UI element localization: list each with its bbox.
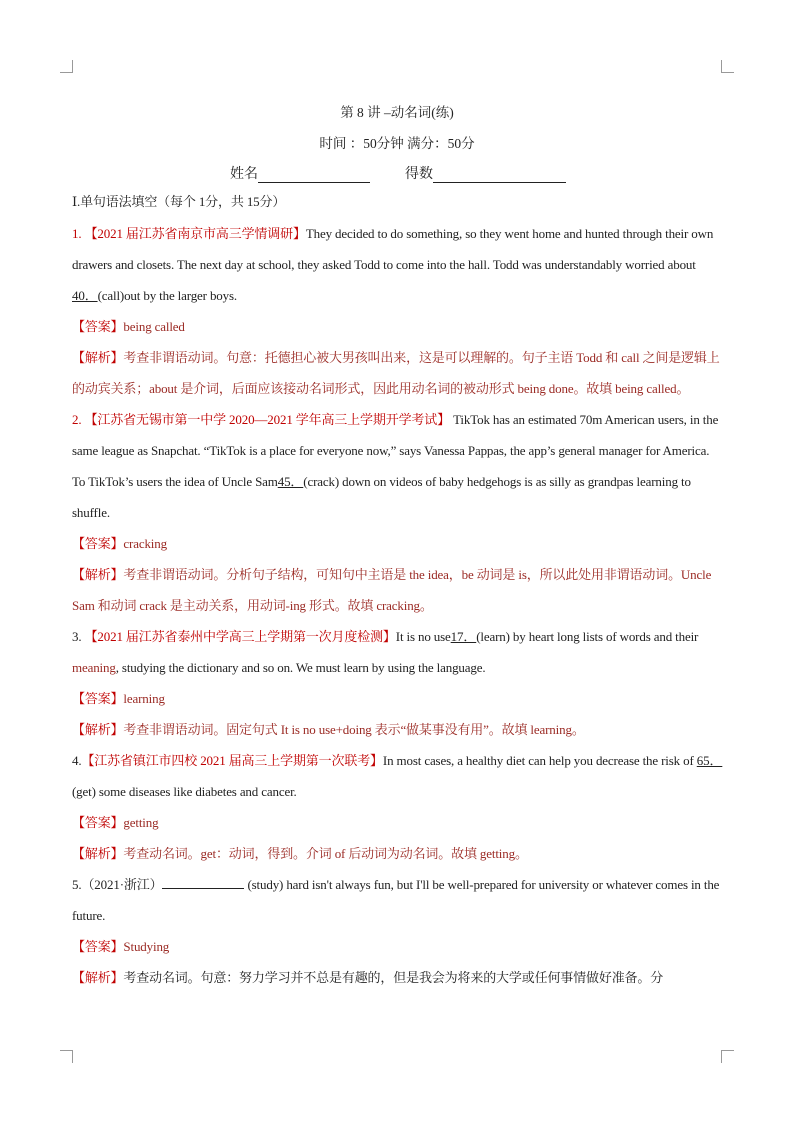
q5-answer-text: Studying <box>123 939 170 954</box>
q1-text-b: (call)out by the larger boys. <box>97 288 238 303</box>
q5-text: (study) hard isn't always fun, but I'll be well-prepared for university or whatever comes in the future. <box>72 877 720 923</box>
q5-blank[interactable] <box>162 874 244 889</box>
q1-answer-text: being called <box>123 319 185 334</box>
margin-mark-top-right <box>721 60 734 73</box>
q3-number: 3. <box>72 629 82 644</box>
question-5 <box>72 869 724 931</box>
q4-analysis <box>72 838 724 869</box>
q3-analysis-tag: 【解析】 <box>72 722 124 737</box>
q3-word: meaning <box>72 660 116 675</box>
q1-source: 【2021 届江苏省南京市高三学情调研】 <box>84 226 306 241</box>
q2-analysis-text: 考查非谓语动词。分析句子结构，可知句中主语是 the idea，be 动词是 is，所以此处用非谓语动词。Uncle Sam 和动词 crack 是主动关系，用动词-ing 形式。故填 cracking。 <box>72 567 712 613</box>
q5-analysis-tag: 【解析】 <box>72 970 124 985</box>
q4-analysis-tag: 【解析】 <box>72 846 124 861</box>
q1-analysis-text-c: being done。故填 being called。 <box>517 381 690 396</box>
q5-answer <box>72 931 724 962</box>
question-1 <box>72 218 724 311</box>
score-field[interactable] <box>433 167 566 183</box>
q2-analysis <box>72 559 724 621</box>
q1-answer <box>72 311 724 342</box>
q3-text-c: , studying the dictionary and so on. We must learn by using the language. <box>115 660 486 675</box>
q2-answer-tag: 【答案】 <box>72 536 124 551</box>
q2-source: 【江苏省无锡市第一中学 2020—2021 学年高三上学期开学考试】 <box>84 412 450 427</box>
name-label: 姓名 <box>230 167 258 182</box>
q1-analysis-text-a: 考查非谓语动词。句意：托德担心被大男孩叫出来，这是可以理解的。句子主语 Todd 和 call 之间是逻辑上的动宾关系；about 是介词， <box>72 350 720 396</box>
q1-analysis-text-b: 后面应该接动名词形式，因此用动名词的被动形式 <box>231 381 518 396</box>
q1-blank[interactable]: 40． <box>72 288 98 303</box>
q3-analysis-text: 考查非谓语动词。固定句式 It is no use+doing 表示“做某事没有用”。故填 learning。 <box>123 722 585 737</box>
q2-answer-text: cracking <box>123 536 167 551</box>
question-4 <box>72 745 724 807</box>
time-score-line: 时间 ：50分钟 满分：50分 <box>319 136 475 151</box>
q3-answer-tag: 【答案】 <box>72 691 124 706</box>
exercise-content <box>72 186 724 993</box>
name-field[interactable] <box>258 167 370 183</box>
q2-blank[interactable]: 45． <box>277 474 304 489</box>
q5-analysis <box>72 962 724 993</box>
q1-analysis <box>72 342 724 404</box>
q1-text-a: They decided to do something, so they went home and hunted through their own drawers and closets. The next day at school, they asked Todd to come into the hall. Todd was understandably worried about <box>72 226 714 272</box>
q4-analysis-text: 考查动名词。get：动词，得到。介词 of 后动词为动名词。故填 getting。 <box>123 846 528 861</box>
question-3 <box>72 621 724 683</box>
q4-text-a: In most cases, a healthy diet can help you decrease the risk of <box>382 753 697 768</box>
q5-number: 5.（2021·浙江） <box>72 877 163 892</box>
name-score-row <box>230 163 566 183</box>
q1-number: 1. <box>72 226 82 241</box>
q4-text-b: (get) some diseases like diabetes and cancer. <box>72 784 297 799</box>
q4-number: 4. <box>72 753 82 768</box>
q4-answer <box>72 807 724 838</box>
q5-answer-tag: 【答案】 <box>72 939 124 954</box>
margin-mark-bottom-left <box>60 1050 73 1063</box>
question-2 <box>72 404 724 528</box>
q2-text-a: TikTok has an estimated 70m American users, in the same league as Snapchat. “TikTok is a place for everyone now,” says Vanessa Pappas, the app’s general manager for America. To TikTok’s users the idea of Uncle Sam <box>72 412 719 489</box>
section-heading: Ⅰ.单句语法填空（每个 1分，共 15分） <box>72 194 286 209</box>
score-label: 得数 <box>405 167 433 182</box>
q3-answer <box>72 683 724 714</box>
q2-answer <box>72 528 724 559</box>
q1-analysis-tag: 【解析】 <box>72 350 124 365</box>
q2-number: 2. <box>72 412 82 427</box>
q3-blank[interactable]: 17． <box>450 629 477 644</box>
q1-answer-tag: 【答案】 <box>72 319 124 334</box>
q4-source: 【江苏省镇江市四校 2021 届高三上学期第一次联考】 <box>81 753 383 768</box>
margin-mark-top-left <box>60 60 73 73</box>
q5-analysis-text: 考查动名词。句意：努力学习并不总是有趣的，但是我会为将来的大学或任何事情做好准备。分 <box>123 970 664 985</box>
q3-analysis <box>72 714 724 745</box>
q3-answer-text: learning <box>123 691 165 706</box>
q3-source: 【2021 届江苏省泰州中学高三上学期第一次月度检测】 <box>84 629 396 644</box>
q4-answer-tag: 【答案】 <box>72 815 124 830</box>
q2-text-b: (crack) down on videos of baby hedgehogs is as silly as grandpas learning to shuffle. <box>72 474 691 520</box>
margin-mark-bottom-right <box>721 1050 734 1063</box>
q4-answer-text: getting <box>123 815 159 830</box>
q4-blank[interactable]: 65． <box>696 753 723 768</box>
q3-text-b: (learn) by heart long lists of words and their <box>476 629 699 644</box>
page-title: 第 8 讲 –动名词(练) <box>340 105 454 120</box>
q2-analysis-tag: 【解析】 <box>72 567 124 582</box>
q3-text-a: It is no use <box>395 629 451 644</box>
